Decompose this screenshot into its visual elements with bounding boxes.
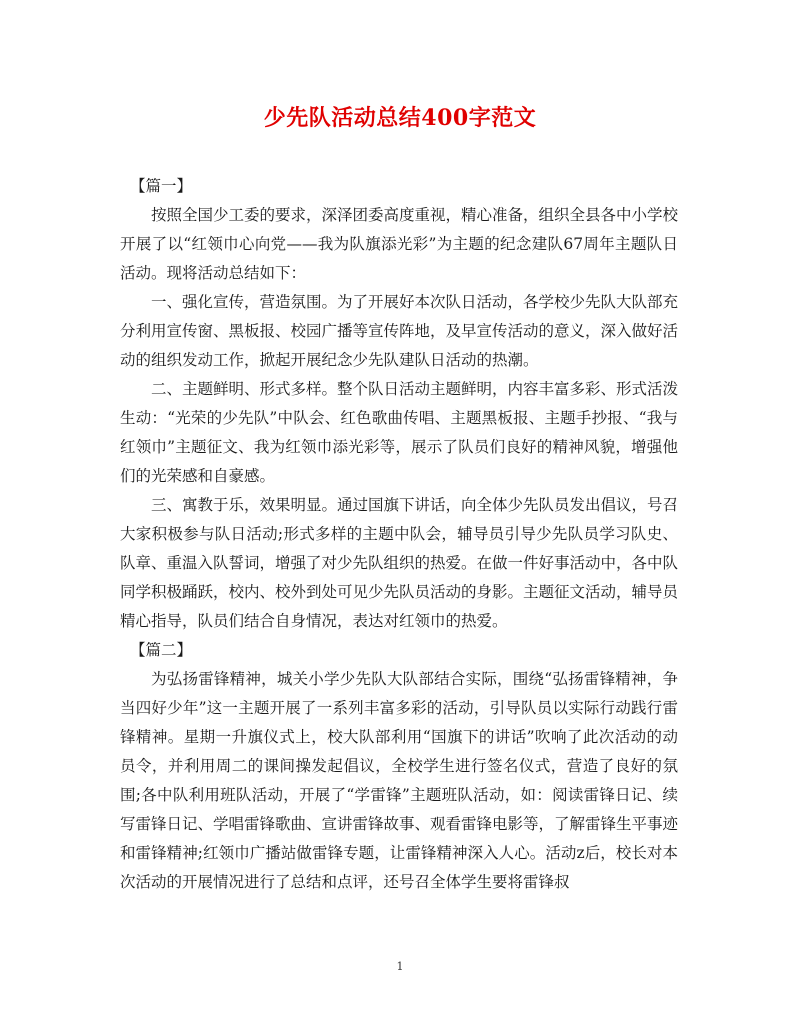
document-body — [120, 172, 678, 897]
paragraph: 一、强化宣传，营造氛围。为了开展好本次队日活动，各学校少先队大队部充分利用宣传窗、黑板报、校园广播等宣传阵地，及早宣传活动的意义，深入做好活动的组织发动工作，掀起开展纪念少先队建队日活动的热潮。 — [120, 293, 679, 369]
section-heading: 【篇二】 — [130, 641, 193, 659]
document-title: 少先队活动总结400字范文 — [263, 105, 537, 131]
paragraph: 按照全国少工委的要求，深泽团委高度重视，精心准备，组织全县各中小学校开展了以“红领巾心向党——我为队旗添光彩”为主题的纪念建队67周年主题队日活动。现将活动总结如下： — [120, 206, 679, 282]
section-heading: 【篇一】 — [130, 177, 193, 195]
paragraph: 二、主题鲜明、形式多样。整个队日活动主题鲜明，内容丰富多彩、形式活泼生动：“光荣的少先队”中队会、红色歌曲传唱、主题黑板报、主题手抄报、“我与红领巾”主题征文、我为红领巾添光彩等，展示了队员们良好的精神风貌，增强他们的光荣感和自豪感。 — [120, 380, 679, 485]
paragraph: 三、寓教于乐，效果明显。通过国旗下讲话，向全体少先队员发出倡议，号召大家积极参与队日活动;形式多样的主题中队会，辅导员引导少先队员学习队史、队章、重温入队誓词，增强了对少先队组织的热爱。在做一件好事活动中，各中队同学积极踊跃，校内、校外到处可见少先队员活动的身影。主题征文活动，辅导员精心指导，队员们结合自身情况，表达对红领巾的热爱。 — [120, 496, 679, 630]
paragraph: 为弘扬雷锋精神，城关小学少先队大队部结合实际，围绕“弘扬雷锋精神，争当四好少年”这一主题开展了一系列丰富多彩的活动，引导队员以实际行动践行雷锋精神。星期一升旗仪式上，校大队部利用“国旗下的讲话”吹响了此次活动的动员令，并利用周二的课间操发起倡议，全校学生进行签名仪式，营造了良好的氛围;各中队利用班队活动，开展了“学雷锋”主题班队活动，如：阅读雷锋日记、续写雷锋日记、学唱雷锋歌曲、宣讲雷锋故事、观看雷锋电影等，了解雷锋生平事迹和雷锋精神;红领巾广播站做雷锋专题，让雷锋精神深入人心。活动z后，校长对本次活动的开展情况进行了总结和点评，还号召全体学生要将雷锋叔 — [120, 670, 679, 891]
page-number: 1 — [396, 960, 404, 973]
